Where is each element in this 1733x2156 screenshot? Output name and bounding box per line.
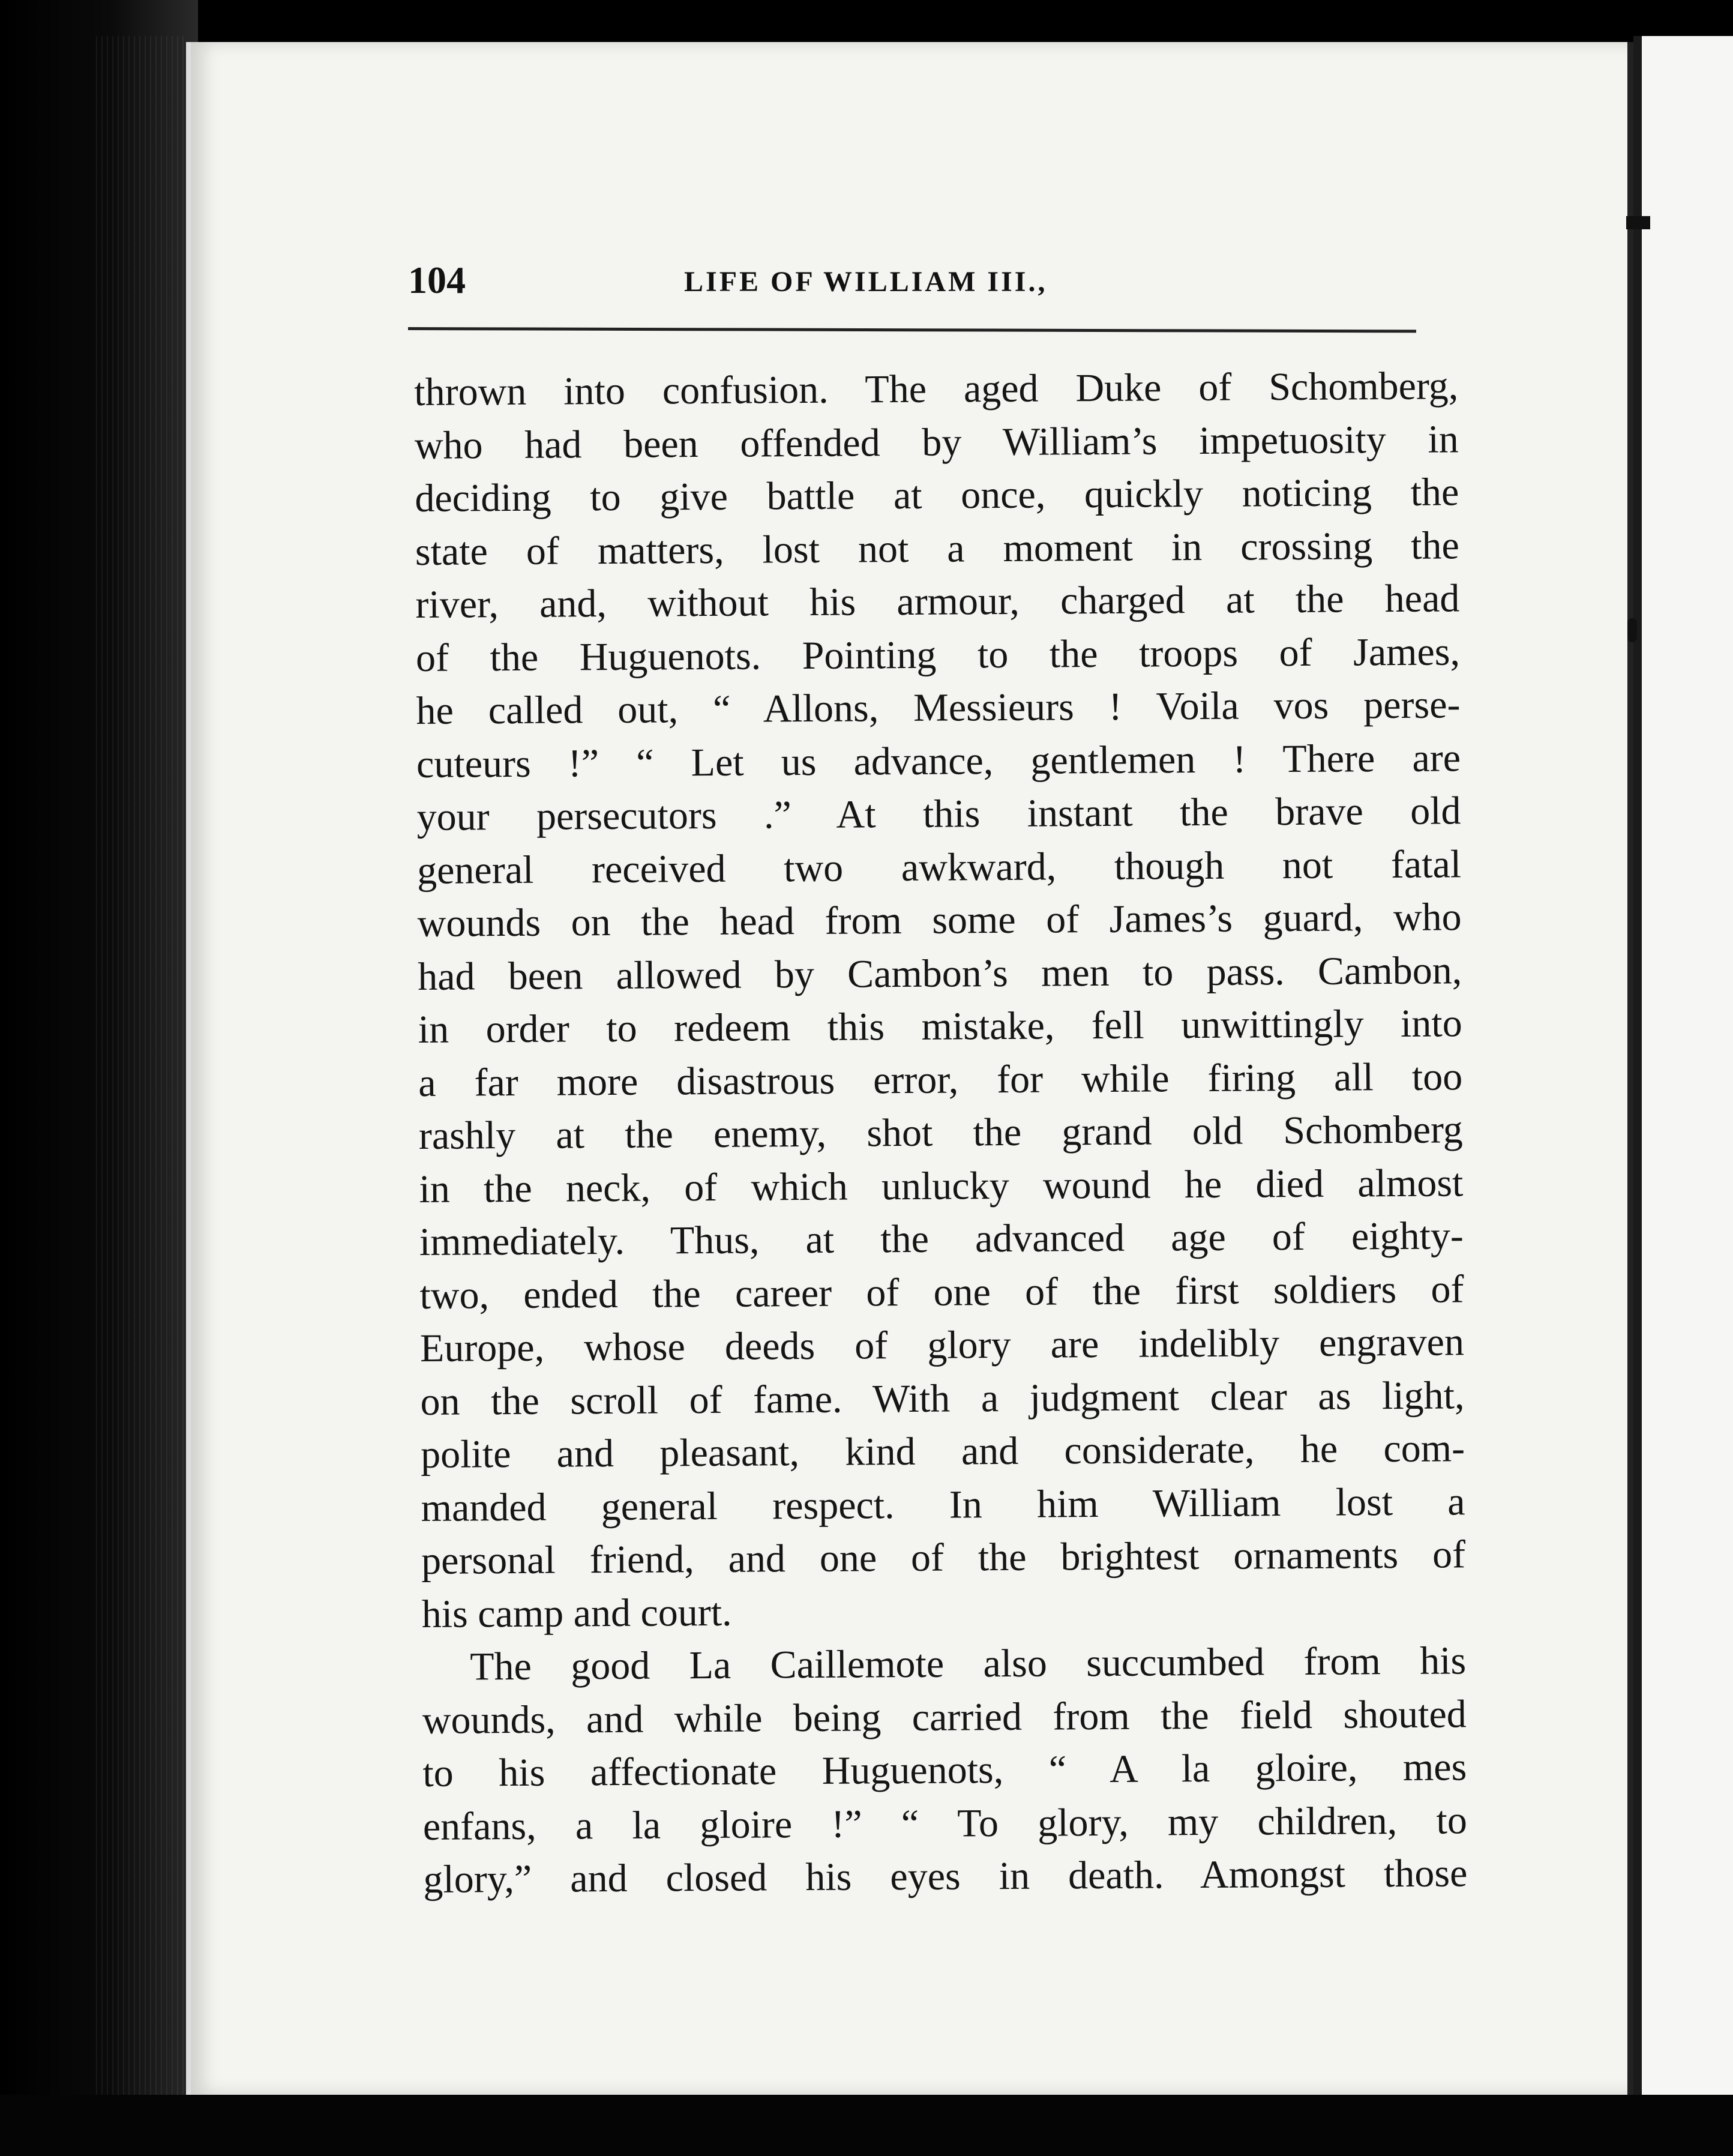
text-line: state of matters, lost not a moment in crossing the — [415, 523, 1460, 574]
text-line: of the Huguenots. Pointing to the troops of James, — [415, 629, 1461, 680]
text-line: wounds, and while being carried from the field shouted — [422, 1691, 1467, 1742]
text-line: general received two awkward, though not fatal — [416, 842, 1462, 893]
text-line: he called out, “ Allons, Messieurs ! Voila vos perse- — [416, 682, 1461, 733]
text-line: to his affectionate Huguenots, “ A la gloire, mes — [422, 1745, 1467, 1795]
text-line: Europe, whose deeds of glory are indelibly engraven — [419, 1320, 1465, 1370]
text-line: The good La Caillemote also succumbed from his — [470, 1639, 1467, 1689]
text-line: had been allowed by Cambon’s men to pass. Cambon, — [417, 948, 1462, 999]
text-line: two, ended the career of one of the first soldiers of — [419, 1266, 1464, 1317]
text-line: in the neck, of which unlucky wound he died almost — [419, 1160, 1464, 1211]
scan-background — [0, 2095, 1733, 2156]
text-line: wounds on the head from some of James’s guard, who — [417, 895, 1462, 945]
running-head — [408, 258, 1422, 306]
page-number: 104 — [408, 259, 466, 301]
binding-texture — [96, 36, 186, 2101]
text-line: immediately. Thus, at the advanced age of eighty- — [419, 1214, 1464, 1264]
paragraph-2 — [422, 1634, 1468, 1906]
text-line: on the scroll of fame. With a judgment clear as light, — [420, 1373, 1465, 1424]
running-title: LIFE OF WILLIAM III., — [684, 266, 1048, 298]
facing-page-blot — [1627, 618, 1637, 642]
text-line: cuteurs !” “ Let us advance, gentlemen ! There are — [416, 735, 1461, 786]
text-line: enfans, a la gloire !” “ To glory, my children, to — [422, 1798, 1468, 1849]
text-line: glory,” and closed his eyes in death. Amongst those — [423, 1851, 1468, 1902]
paragraph-1 — [414, 360, 1466, 1641]
text-line: his camp and court. — [421, 1590, 732, 1636]
text-line: rashly at the enemy, shot the grand old Schomberg — [418, 1107, 1464, 1158]
facing-page-mark — [1626, 216, 1650, 229]
body-text — [414, 360, 1468, 1906]
facing-page-edge — [1633, 36, 1733, 2101]
text-line: your persecutors .” At this instant the brave old — [416, 789, 1461, 839]
text-line: a far more disastrous error, for while firing all too — [418, 1054, 1463, 1105]
text-line: polite and pleasant, kind and considerate, he com- — [420, 1426, 1465, 1477]
text-line: deciding to give battle at once, quickly noticing the — [415, 470, 1459, 520]
text-line: who had been offended by William’s impetuosity in — [414, 417, 1459, 468]
text-line: in order to redeem this mistake, fell unwittingly into — [418, 1001, 1462, 1052]
text-line: manded general respect. In him William lost a — [421, 1479, 1465, 1530]
text-line: thrown into confusion. The aged Duke of Schomberg, — [414, 364, 1459, 414]
text-line: personal friend, and one of the brightest ornaments of — [421, 1532, 1466, 1583]
text-line: river, and, without his armour, charged at the head — [415, 576, 1460, 627]
page-gutter-edge — [1627, 42, 1633, 2095]
